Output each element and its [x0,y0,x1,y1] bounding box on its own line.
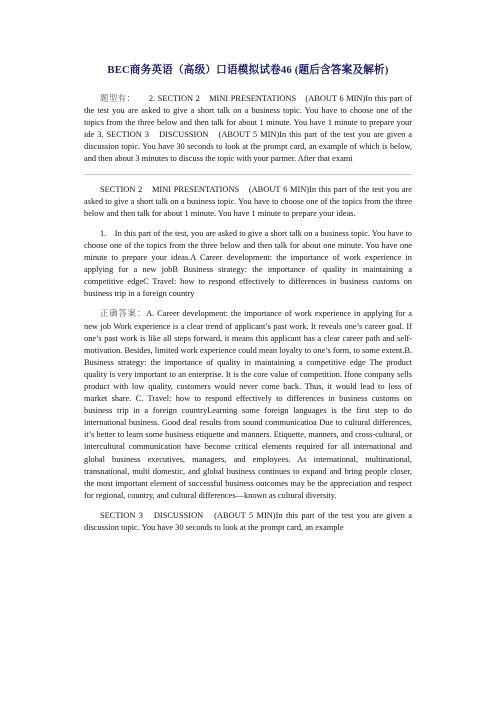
answer-text: A. Career development: the importance of work experience in applying for a new job Work experience is a clear trend of applicant’s past work. It reveals one’s career goal. If one’s past work is like all steps forward, it means this applicant has a clear career path and self-motivation. Besides, limited work experience could mean loyalty to one’s form, to some extent.B. Business strategy: the importance of quality in maintaining a competitive edge The product quality is very important to an enterprise. It is the core value of competition. Ifone company sells product with low quality, customers would never come back. Thus, it would lead to loss of market share. C. Travel: how to respond effectively to differences in business customs on business trip in a foreign countryLearning some foreign languages is the first step to do international business. Good deal results from sound communicatioa Due to cultural differences, it’s better to learn some business etiquette and manners. Etiquette, manners, and cross-cultural, or intercultural communication have become critical elements required for all international and global business executives, managers, and employees. As international, multinational, transnational, multi domestic, and global business continues to expand and bring people closer, the most important element of successful business outcomes may be the appreciation and respect for regional, country, and cultural differences—known as cultural diversity. [84,309,413,500]
spacer [84,300,412,308]
section3-intro: SECTION 3 DISCUSSION (ABOUT 5 MIN)In this part of the test you are given a discussion topic. You have 30 seconds to look at the prompt card, an example [84,510,412,532]
document-page [84,62,412,534]
question-1: 1. In this part of the test, you are asked to give a short talk on a business topic. You have to choose one of the topics from the three below and then talk for about one minute. You have one minute to prepare your ideas.A Career development: the importance of work experience in applying for a new jobB Business strategy: the importance of quality in maintaining a competitive edgeC Travel: how to respond effectively to differences in business customs on business trip in a foreign country [84,228,412,299]
question-type-label: 题型有： [100,94,132,103]
document-title: BEC商务英语（高级）口语模拟试卷46 (题后含答案及解析) [107,65,389,76]
answer-paragraph [84,308,412,502]
answer-label: 正确答案： [100,309,147,319]
section2-intro: SECTION 2 MINI PRESENTATIONS (ABOUT 6 MIN)In this part of the test you are asked to give a short talk on a business topic. You have to choose one of the topics from the three below and then talk for about 1 minute. You have 1 minute to prepare your ideas. [84,184,412,218]
question-type-text: 2. SECTION 2 MINI PRESENTATIONS (ABOUT 6 MIN)In this part of the test you are asked to give a short talk on a business topic. You have to choose one of the topics from the three below and then talk for about 1 minute. You have 1 minute to prepare your ide 3. SECTION 3 DISCUSSION (ABOUT 5 MIN)In this part of the test you are given a discussion topic. You have 30 seconds to look at the prompt card, an example of which is below, and then about 3 minutes to discuss the topic with your partner. After that exami [84,94,413,164]
spacer [84,502,412,510]
section-divider [84,174,412,175]
spacer [84,220,412,228]
question-types-paragraph [84,93,412,166]
